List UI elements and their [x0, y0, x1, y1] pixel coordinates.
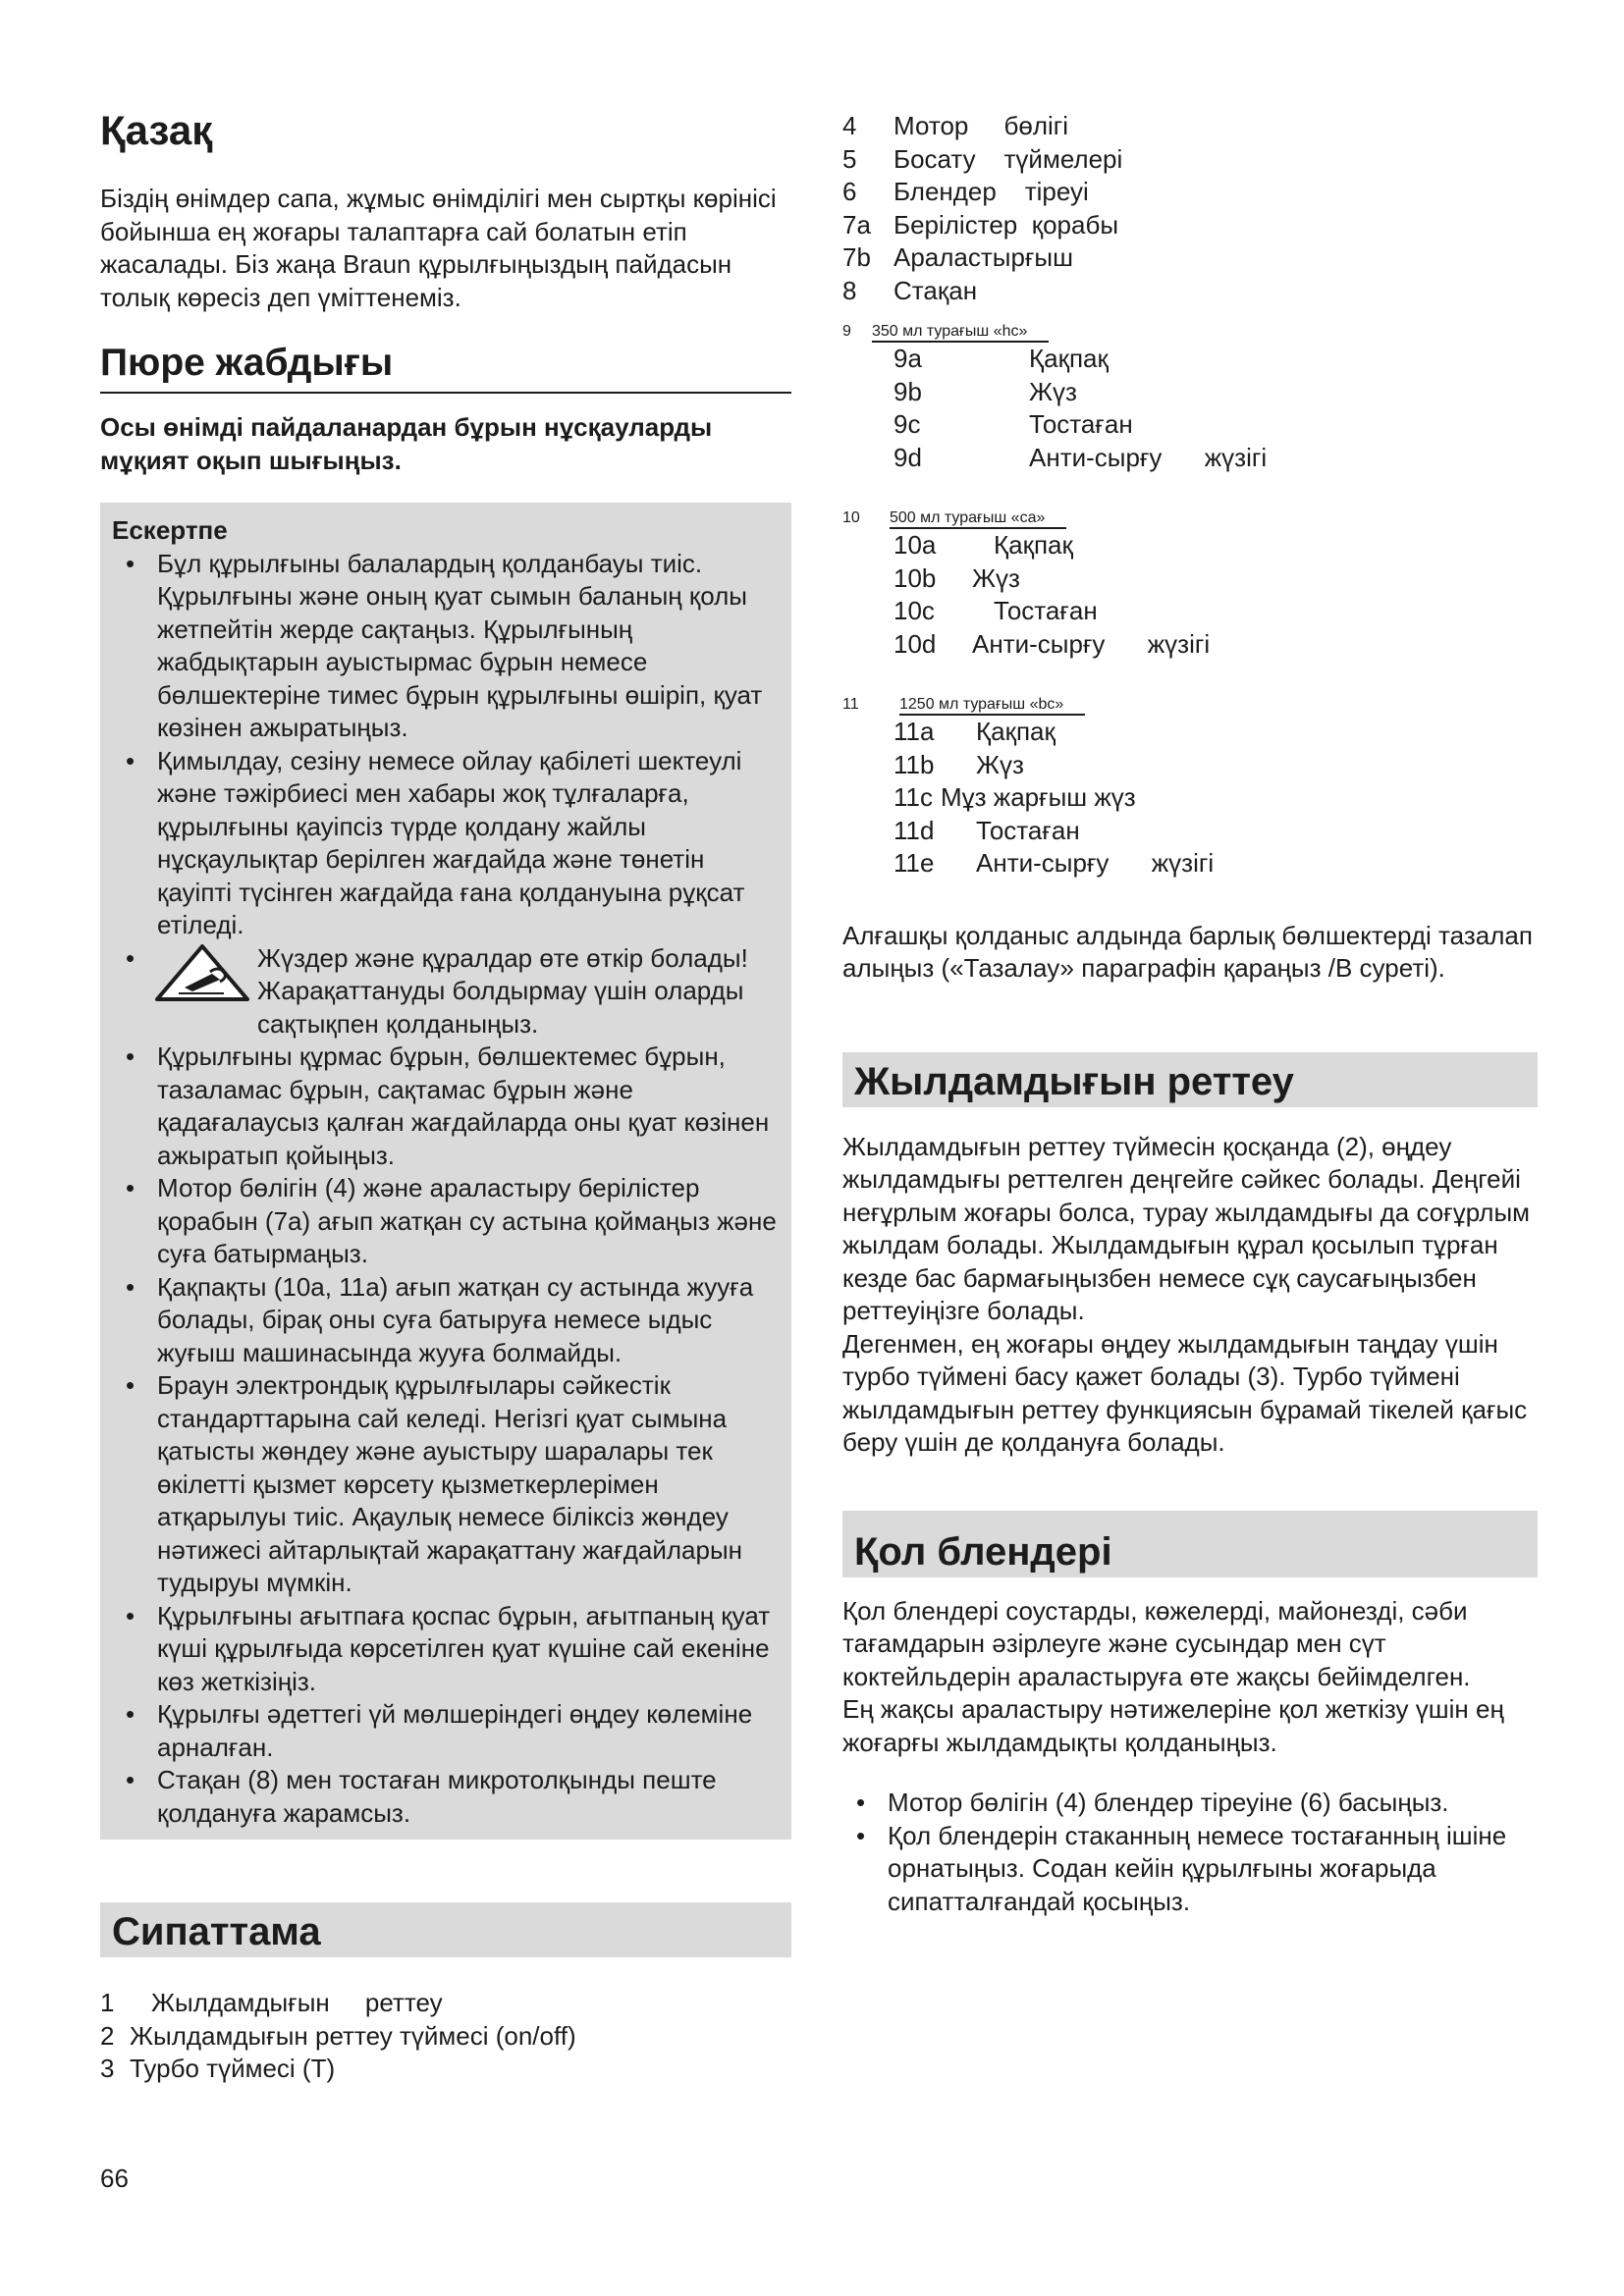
group-number: 10 [842, 509, 860, 526]
part-label: Турбо түймесі (T) [130, 2054, 336, 2084]
sub-value: Жүз [972, 562, 1020, 593]
part-number: 7a [842, 209, 871, 240]
sub-value: Мұз жарғыш жүз [941, 782, 1136, 812]
list-item [100, 1987, 791, 2020]
part-number: 8 [842, 275, 857, 305]
list-item: • Құрылғыны құрмас бұрын, бөлшектемес бұрын, тазаламас бұрын, сақтамас бұрын және қадағалаусыз қалған жағдайларда оны қуат көзінен ажыратып қойыңыз. [112, 1041, 780, 1172]
sub-value: Анти-сырғу жүзігі [1029, 442, 1268, 472]
list-item: • Қол блендерін стаканның немесе тостағанның ішіне орнатыңыз. Содан кейін құрылғыны жоғарыда сипатталғандай қосыңыз. [842, 1820, 1538, 1919]
list-item: • Браун электрондық құрылғылары сәйкестік стандарттарына сай келеді. Негізгі қуат сымына қатысты жөндеу және ауыстыру шаралары тек өкілетті қызмет көрсету қызметкерлерімен атқарылуы тиіс. Ақаулық немесе біліксіз жөндеу нәтижесі айтарлықтай жарақаттану жағдайларын тудыруы мүмкін. [112, 1369, 780, 1600]
list-item [893, 847, 1538, 881]
group-heading [842, 696, 1538, 716]
list-item [893, 408, 1538, 442]
knife-warning-row [157, 942, 780, 1041]
chopper-group-9 [842, 323, 1538, 474]
description-heading: Сипаттама [100, 1902, 791, 1957]
list-item [893, 529, 1538, 562]
sub-value: Тостаған [1029, 409, 1133, 439]
sub-value: Жүз [1029, 376, 1077, 406]
chopper-group-10 [842, 509, 1538, 661]
intro-paragraph: Біздің өнімдер сапа, жұмыс өнімділігі мен сыртқы көрінісі бойынша ең жоғары талаптарға сай болатын етіп жасалады. Біз жаңа Braun құрылғыңыздың пайдасын толық көресіз деп үміттенеміз. [100, 184, 777, 312]
part-label: Мотор бөлігі [893, 111, 1069, 140]
group-title: 1250 мл турағыш «bc» [899, 696, 1085, 716]
speed-paragraph-2: Дегенмен, ең жоғары өңдеу жылдамдығын таңдау үшін турбо түймені басу қажет болады (3). Турбо түймені жылдамдығын реттеу функциясын бұрамай тікелей қағыс беру үшін де қолдануға болады. [842, 1328, 1528, 1457]
list-item: • Бұл құрылғыны балалардың қолданбауы тиіс. Құрылғыны және оның қуат сымын баланың қолы жетпейтін жерде сақтаңыз. Құрылғының жабдықтарын ауыстырмас бұрын немесе бөлшектеріне тимес бұрын құрылғыны өшіріп, қуат көзінен ажыратыңыз. [112, 548, 780, 745]
part-number: 6 [842, 177, 857, 206]
list-item [893, 716, 1538, 749]
part-label: Босату түймелері [893, 143, 1123, 174]
sub-key: 9d [893, 442, 922, 472]
list-item [893, 815, 1538, 848]
part-number: 5 [842, 143, 857, 174]
hand-blender-paragraph-1: Қол блендері соустарды, көжелерді, майонезді, сәби тағамдарын әзірлеуге және сусындар мен сүт коктейльдерін араластыруға өте жақсы бейімделген. [842, 1595, 1471, 1691]
page-number: 66 [100, 2163, 129, 2193]
part-number: 3 [100, 2054, 115, 2084]
list-item: • Қақпақты (10a, 11a) ағып жатқан су астында жууға болады, бірақ оны суға батыруға немесе ыдыс жуғыш машинасында жууға болмайды. [112, 1271, 780, 1370]
group-number: 11 [842, 696, 859, 713]
sub-key: 10c [893, 596, 935, 625]
sub-value: Тостаған [994, 596, 1098, 625]
list-item: • Мотор бөлігін (4) блендер тіреуіне (6) басыңыз. [842, 1787, 1538, 1820]
list-item [893, 376, 1538, 409]
sub-key: 11d [893, 815, 935, 845]
group-title: 500 мл турағыш «ca» [890, 509, 1066, 529]
speed-heading: Жылдамдығын реттеу [842, 1052, 1538, 1107]
warning-box [100, 503, 791, 1840]
part-label: Жылдамдығын реттеу [151, 1988, 443, 2018]
group-items [842, 716, 1538, 881]
knife-warning-text: • Жүздер және құралдар өте өткір болады! Жарақаттануды болдырмау үшін оларды сақтықпен қолданыңыз. [257, 942, 748, 1039]
sub-value: Анти-сырғу жүзігі [972, 628, 1211, 659]
sub-value: Қақпақ [976, 717, 1056, 746]
sub-value: Қақпақ [994, 530, 1073, 560]
hand-blender-heading: Қол блендері [842, 1511, 1538, 1577]
read-first-notice: Осы өнімді пайдаланардан бұрын нұсқауларды мұқият оқып шығыңыз. [100, 412, 713, 475]
parts-list-left [100, 1987, 791, 2086]
group-items [842, 529, 1538, 661]
part-number: 1 [100, 1988, 115, 2018]
list-item [893, 442, 1538, 475]
sub-key: 9a [893, 344, 922, 373]
list-item: • Құрылғы әдеттегі үй мөлшеріндегі өңдеу көлеміне арналған. [112, 1698, 780, 1764]
list-item [842, 241, 1538, 275]
list-item [893, 749, 1538, 782]
list-item [893, 595, 1538, 628]
warning-list [112, 548, 780, 1831]
list-item: • Мотор бөлігін (4) және араластыру берілістер қорабын (7а) ағып жатқан су астына қоймаңыз және суға батырмаңыз. [112, 1172, 780, 1271]
part-label: Араластырғыш [893, 242, 1073, 272]
sub-value: Жүз [976, 749, 1024, 779]
list-item [842, 176, 1538, 209]
sub-key: 11c [893, 782, 933, 812]
sub-key: 10a [893, 530, 937, 560]
part-label: Берілістер қорабы [893, 209, 1119, 240]
sub-value: Анти-сырғу жүзігі [976, 848, 1215, 878]
group-items [842, 343, 1538, 474]
sub-key: 10b [893, 562, 937, 593]
first-use-paragraph: Алғашқы қолданыс алдында барлық бөлшектерді тазалап алыңыз («Тазалау» параграфін қараңыз /B суреті). [842, 920, 1533, 983]
language-heading: Қазақ [100, 107, 213, 153]
sub-key: 9c [893, 409, 921, 439]
list-item: • Стақан (8) мен тостаған микротолқынды пеште қолдануға жарамсыз. [112, 1764, 780, 1830]
group-heading [842, 323, 1538, 343]
list-item [842, 110, 1538, 143]
part-label: Стақан [893, 275, 978, 305]
part-number: 7b [842, 242, 871, 272]
left-column [100, 108, 791, 2086]
list-item [842, 275, 1538, 308]
part-number: 4 [842, 111, 857, 140]
list-item [893, 562, 1538, 596]
hand-blender-steps [842, 1787, 1538, 1918]
sub-key: 11e [893, 848, 935, 878]
list-item: • Құрылғыны ағытпаға қоспас бұрын, ағытпаның қуат күші құрылғыда көрсетілген қуат күшіне сай екеніне көз жеткізіңіз. [112, 1600, 780, 1699]
list-item [842, 143, 1538, 177]
list-item [893, 628, 1538, 662]
sub-value: Тостаған [976, 815, 1080, 845]
sharp-blade-warning-icon [155, 944, 249, 1001]
list-item [100, 2020, 791, 2054]
right-column [842, 110, 1538, 1918]
group-number: 9 [842, 323, 851, 340]
sub-key: 11b [893, 749, 935, 779]
list-item [893, 781, 1538, 815]
part-label: Жылдамдығын реттеу түймесі (on/off) [130, 2020, 576, 2051]
part-label: Блендер тіреуі [893, 177, 1089, 206]
list-item [112, 942, 780, 1041]
group-title: 350 мл турағыш «hc» [872, 323, 1049, 343]
sub-key: 10d [893, 628, 937, 659]
warning-title: Ескертпе [112, 515, 228, 546]
chopper-group-11 [842, 696, 1538, 881]
list-item [100, 2053, 791, 2086]
parts-list-right [842, 110, 1538, 307]
speed-paragraph-1: Жылдамдығын реттеу түймесін қосқанда (2), өңдеу жылдамдығы реттелген деңгейге сәйкес болады. Деңгейі неғұрлым жоғары болса, турау жылдамдығы да соғұрлым жылдам болады. Жылдамдығын құрал қосылып тұрған кезде бас бармағыңызбен немесе сұқ саусағыңызбен реттеуіңізге болады. [842, 1131, 1531, 1325]
list-item [893, 343, 1538, 376]
list-item: • Қимылдау, сезіну немесе ойлау қабілеті шектеулі және тәжірбиесі мен хабары жоқ тұлғаларға, құрылғыны қауіпсіз түрде қолдану жайлы нұсқаулықтар берілген жағдайда және төнетін қауіпті түсінген жағдайда ғана қолдануына рұқсат етіледі. [112, 745, 780, 942]
list-item [842, 209, 1538, 242]
group-heading [842, 509, 1538, 529]
sub-key: 11a [893, 717, 935, 746]
product-title: Пюре жабдығы [100, 342, 791, 394]
part-number: 2 [100, 2020, 115, 2051]
hand-blender-paragraph-2: Ең жақсы араластыру нәтижелеріне қол жеткізу үшін ең жоғарғы жылдамдықты қолданыңыз. [842, 1694, 1504, 1757]
sub-key: 9b [893, 376, 922, 406]
sub-value: Қақпақ [1029, 344, 1109, 373]
